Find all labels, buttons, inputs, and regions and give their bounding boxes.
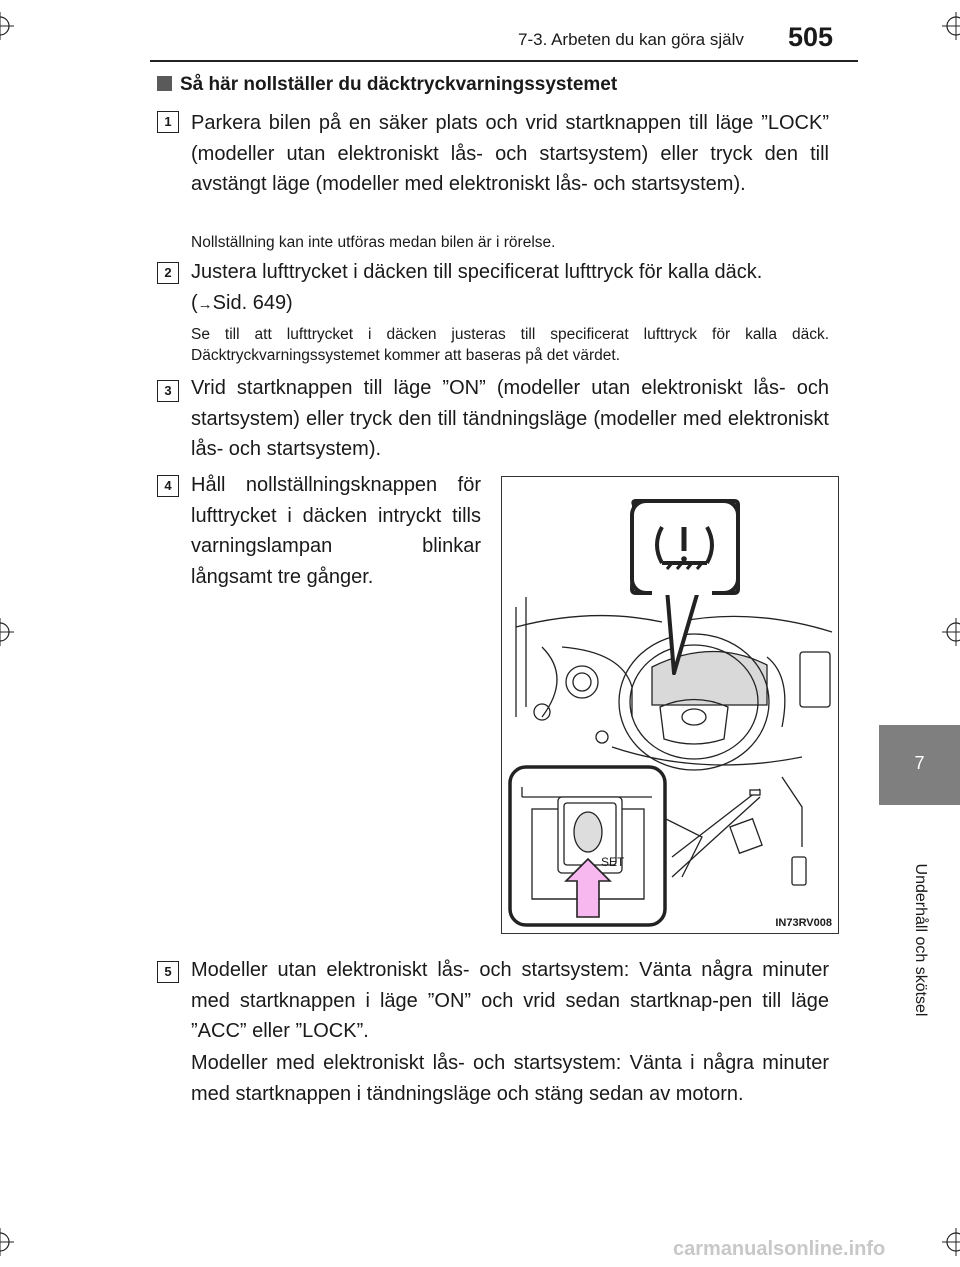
registration-mark-top-left: [0, 12, 14, 40]
registration-mark-bottom-left: [0, 1228, 14, 1256]
step-number-3: 3: [157, 380, 179, 402]
step-number-4: 4: [157, 475, 179, 497]
header-section-title: 7-3. Arbeten du kan göra själv: [518, 30, 744, 49]
step-5-text: Modeller utan elektroniskt lås- och startsystem: Vänta några minuter med startknappen i läge ”ON” och vrid sedan startknap-pen till läge ”ACC” eller ”LOCK”.: [191, 959, 829, 1042]
page-number: 505: [788, 22, 834, 52]
step-number-2: 2: [157, 262, 179, 284]
registration-mark-mid-left: [0, 618, 14, 646]
registration-mark-mid-right: [942, 618, 960, 646]
step-5-text-b: Modeller med elektroniskt lås- och startsystem: Vänta i några minuter med startknappen i tändningsläge och stäng sedan av motorn.: [191, 1052, 829, 1105]
header-rule: [150, 60, 858, 62]
step-2-ref-open: (: [191, 291, 198, 314]
figure-code: IN73RV008: [775, 917, 832, 929]
heading-square-icon: [157, 76, 172, 91]
step-4-text: Håll nollställningsknappen för lufttrycket i däcken intryckt tills varningslampan blinkar långsamt tre gånger.: [191, 474, 481, 588]
reset-button-label: SET: [601, 855, 625, 869]
step-2-text-main: Justera lufttrycket i däcken till specificerat lufttryck för kalla däck.: [191, 261, 763, 283]
reference-arrow-icon: →: [197, 295, 213, 313]
step-number-1: 1: [157, 111, 179, 133]
step-3-text: Vrid startknappen till läge ”ON” (modeller utan elektroniskt lås- och startsystem) eller tryck den till tändningsläge (modeller med elektroniskt lås- och startsystem).: [191, 377, 829, 460]
section-heading: [157, 74, 617, 96]
tpms-reset-illustration: [501, 476, 839, 934]
page-reference-link[interactable]: Sid. 649): [212, 291, 293, 314]
step-1-note: Nollställning kan inte utföras medan bilen är i rörelse.: [191, 234, 556, 251]
watermark: carmanualsonline.info: [673, 1238, 886, 1260]
registration-mark-top-right: [942, 12, 960, 40]
chapter-tab: [879, 725, 960, 805]
chapter-label: Underhåll och skötsel: [912, 863, 929, 1017]
step-1-text: Parkera bilen på en säker plats och vrid startknappen till läge ”LOCK” (modeller utan elektroniskt lås- och startsystem) eller tryck den till avstängt läge (modeller med elektroniskt lås- och startsystem).: [191, 112, 829, 195]
step-number-5: 5: [157, 961, 179, 983]
registration-mark-bottom-right: [942, 1228, 960, 1256]
section-heading-text: Så här nollställer du däcktryckvarningssystemet: [180, 74, 618, 95]
chapter-number: 7: [914, 753, 925, 773]
step-2-text: [191, 257, 829, 320]
step-2-note: Se till att lufttrycket i däcken justeras till specificerat lufttryck för kalla däck. Däcktryckvarningssystemet kommer att baseras på det värdet.: [191, 326, 829, 364]
